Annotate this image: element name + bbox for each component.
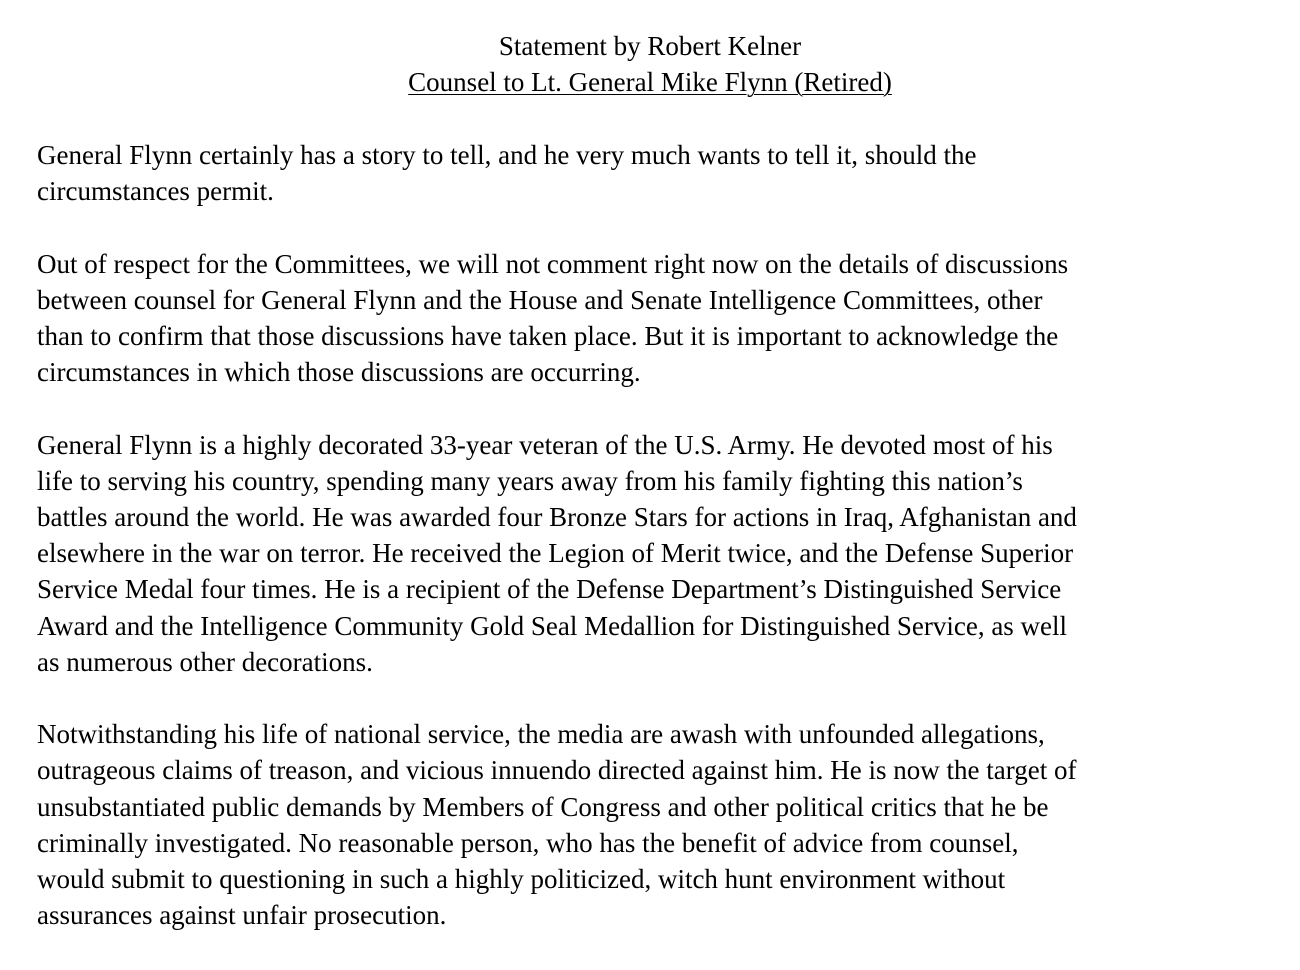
- text-line: outrageous claims of treason, and vicious innuendo directed against him. He is now the target of: [37, 755, 1077, 786]
- text-line: Service Medal four times. He is a recipient of the Defense Department’s Distinguished Service: [37, 574, 1062, 605]
- text-line: as numerous other decorations.: [37, 646, 373, 677]
- text-line: General Flynn is a highly decorated 33-year veteran of the U.S. Army. He devoted most of his: [37, 429, 1053, 460]
- text-line: unsubstantiated public demands by Members of Congress and other political critics that he be: [37, 791, 1049, 822]
- text-line: Out of respect for the Committees, we will not comment right now on the details of discussions: [37, 248, 1069, 279]
- text-line: would submit to questioning in such a highly politicized, witch hunt environment without: [37, 864, 1006, 895]
- statement-body: [37, 137, 1277, 970]
- statement-header: [0, 28, 1300, 100]
- paragraph-1: [37, 137, 1277, 209]
- paragraph-4: [37, 716, 1277, 933]
- text-line: between counsel for General Flynn and the House and Senate Intelligence Committees, other: [37, 284, 1043, 315]
- statement-title: Statement by Robert Kelner: [498, 31, 802, 61]
- statement-subtitle: Counsel to Lt. General Mike Flynn (Retired): [408, 67, 892, 97]
- text-line: battles around the world. He was awarded four Bronze Stars for actions in Iraq, Afghanistan and: [37, 502, 1077, 532]
- text-line: elsewhere in the war on terror. He received the Legion of Merit twice, and the Defense Superior: [37, 538, 1074, 569]
- text-line: General Flynn certainly has a story to tell, and he very much wants to tell it, should the: [37, 140, 977, 170]
- paragraph-2: [37, 246, 1277, 391]
- text-line: than to confirm that those discussions have taken place. But it is important to acknowledge the: [37, 321, 1059, 351]
- text-line: assurances against unfair prosecution.: [37, 900, 447, 931]
- paragraph-3: [37, 427, 1277, 680]
- text-line: criminally investigated. No reasonable person, who has the benefit of advice from counsel,: [37, 827, 1019, 858]
- text-line: circumstances permit.: [37, 176, 274, 207]
- text-line: Notwithstanding his life of national service, the media are awash with unfounded allegations,: [37, 719, 1045, 750]
- text-line: life to serving his country, spending many years away from his family fighting this nation’s: [37, 465, 1023, 496]
- text-line: circumstances in which those discussions are occurring.: [37, 357, 641, 388]
- text-line: Award and the Intelligence Community Gold Seal Medallion for Distinguished Service, as well: [37, 610, 1068, 641]
